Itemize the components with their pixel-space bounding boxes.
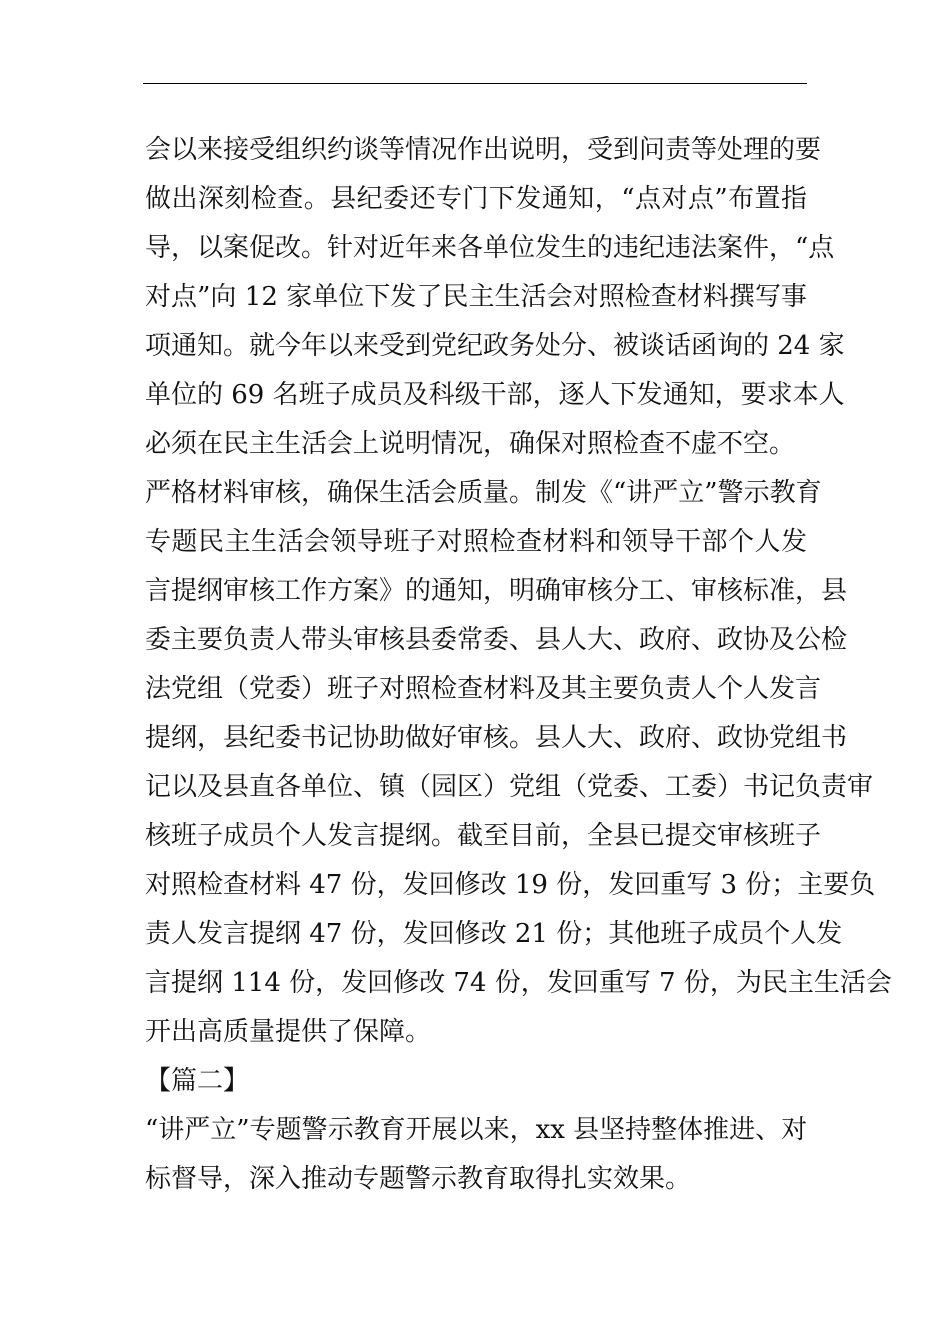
- text-line: 言提纲 114 份，发回修改 74 份，发回重写 7 份，为民主生活会: [145, 968, 892, 998]
- text-line: 会以来接受组织约谈等情况作出说明，受到问责等处理的要: [145, 135, 822, 165]
- header-rule: [143, 83, 807, 84]
- text-line: 责人发言提纲 47 份，发回修改 21 份；其他班子成员个人发: [145, 919, 843, 949]
- text-line: “讲严立”专题警示教育开展以来，xx 县坚持整体推进、对: [145, 1115, 808, 1145]
- text-line: 必须在民主生活会上说明情况，确保对照检查不虚不空。: [145, 429, 796, 459]
- text-line: 对点”向 12 家单位下发了民主生活会对照检查材料撰写事: [145, 282, 807, 312]
- text-line: 核班子成员个人发言提纲。截至目前，全县已提交审核班子: [145, 821, 822, 851]
- text-line: 言提纲审核工作方案》的通知，明确审核分工、审核标准，县: [145, 576, 848, 606]
- text-line: 导，以案促改。针对近年来各单位发生的违纪违法案件，“点: [145, 233, 835, 263]
- text-line: 项通知。就今年以来受到党纪政务处分、被谈话函询的 24 家: [145, 331, 845, 361]
- section-heading: 【篇二】: [145, 1066, 250, 1096]
- text-line: 开出高质量提供了保障。: [145, 1017, 432, 1047]
- text-line: 提纲，县纪委书记协助做好审核。县人大、政府、政协党组书: [145, 723, 848, 753]
- text-line: 法党组（党委）班子对照检查材料及其主要负责人个人发言: [145, 674, 822, 704]
- text-line: 委主要负责人带头审核县委常委、县人大、政府、政协及公检: [145, 625, 848, 655]
- text-line: 严格材料审核，确保生活会质量。制发《“讲严立”警示教育: [145, 478, 822, 508]
- text-line: 记以及县直各单位、镇（园区）党组（党委、工委）书记负责审: [145, 772, 874, 802]
- text-line: 做出深刻检查。县纪委还专门下发通知，“点对点”布置指: [145, 184, 807, 214]
- body-text: [145, 126, 892, 1204]
- text-line: 标督导，深入推动专题警示教育取得扎实效果。: [145, 1164, 692, 1194]
- text-line: 单位的 69 名班子成员及科级干部，逐人下发通知，要求本人: [145, 380, 845, 410]
- text-line: 对照检查材料 47 份，发回修改 19 份，发回重写 3 份；主要负: [145, 870, 876, 900]
- text-line: 专题民主生活会领导班子对照检查材料和领导干部个人发: [145, 527, 807, 557]
